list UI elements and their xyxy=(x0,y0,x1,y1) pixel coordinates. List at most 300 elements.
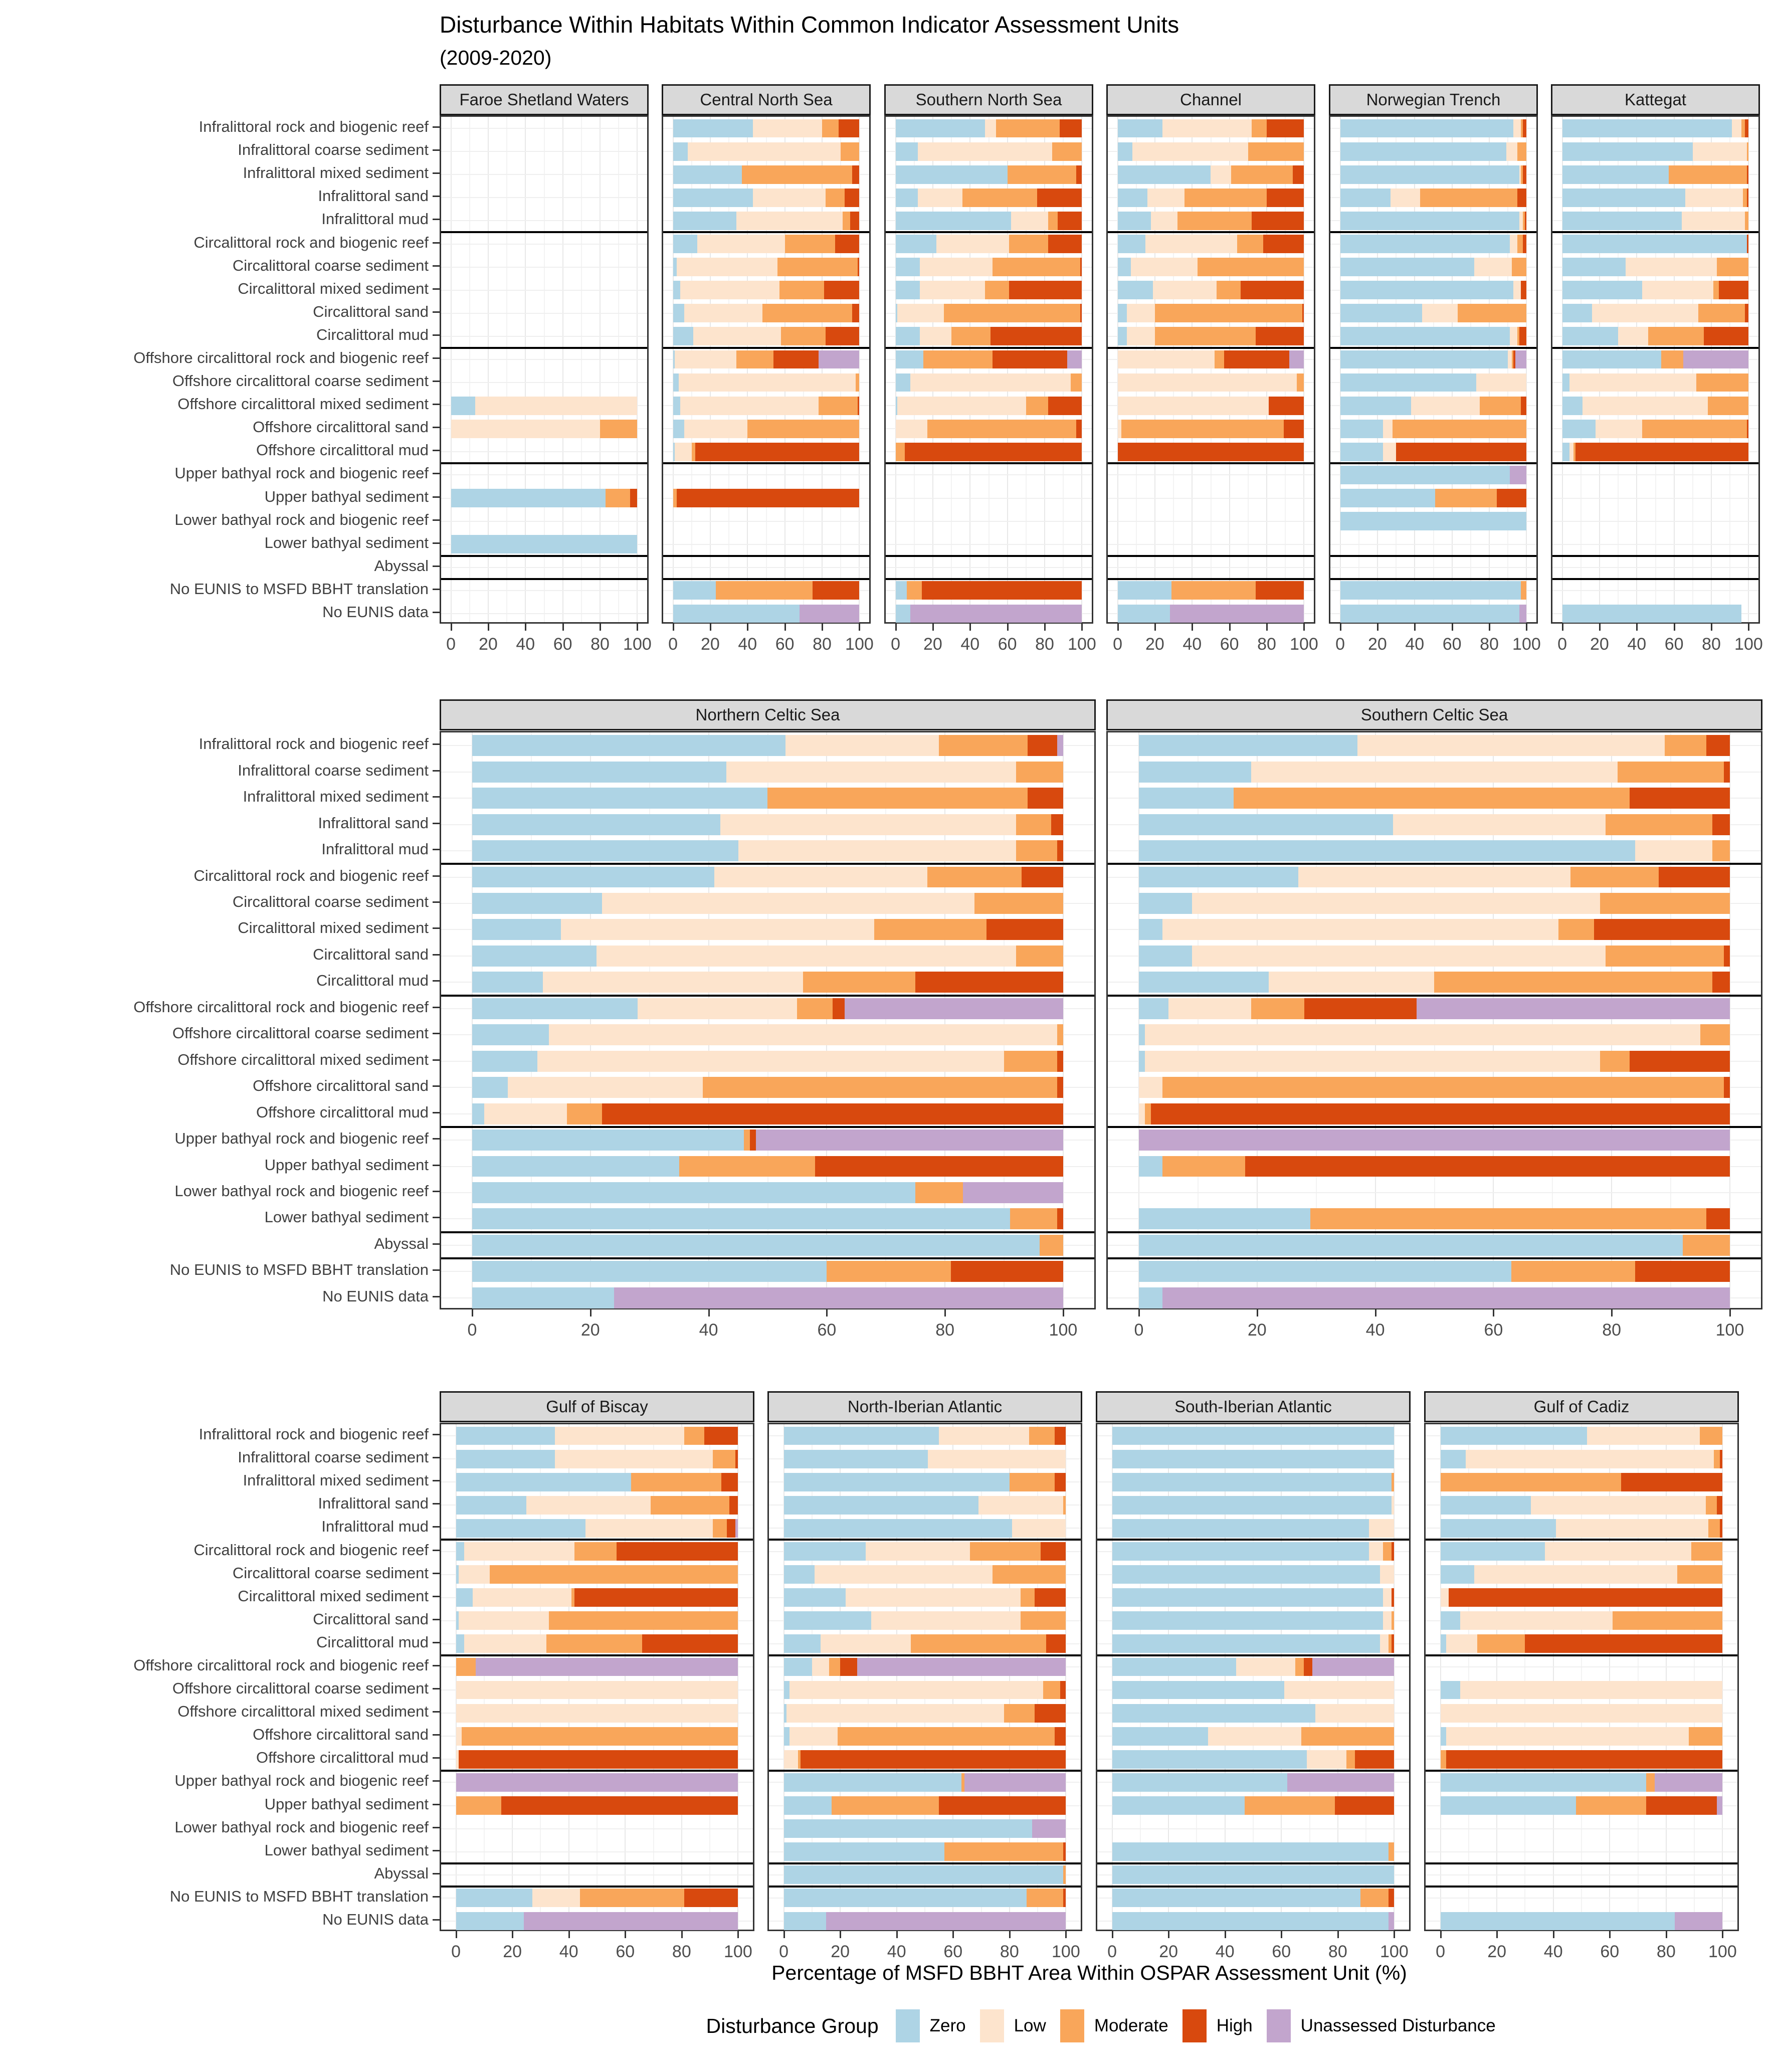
bar-segment xyxy=(1192,893,1600,914)
bar-segment xyxy=(585,1519,712,1538)
x-tick-label: 100 xyxy=(1052,1942,1080,1961)
bar-segment xyxy=(1145,1024,1700,1045)
gridline-h xyxy=(1552,590,1758,591)
bar-segment xyxy=(962,189,1037,207)
bar-segment xyxy=(1269,397,1304,415)
bar-segment xyxy=(784,1681,790,1700)
bar-segment xyxy=(1393,420,1527,438)
bar-segment xyxy=(832,1796,939,1815)
bar-segment xyxy=(1139,919,1162,940)
bar-segment xyxy=(835,235,859,253)
bar-segment xyxy=(1139,1129,1730,1151)
x-tick-label: 40 xyxy=(960,635,980,654)
y-tick-mark xyxy=(433,1550,440,1551)
y-tick-mark xyxy=(433,1434,440,1435)
bar-segment xyxy=(697,235,785,253)
y-tick-mark xyxy=(433,796,440,798)
x-tick-label: 100 xyxy=(1380,1942,1409,1961)
bar-row xyxy=(472,735,1063,756)
bar-segment xyxy=(1080,258,1082,276)
x-tick-label: 60 xyxy=(1220,635,1239,654)
bar-segment xyxy=(546,1634,642,1653)
bar-row xyxy=(784,1565,1066,1584)
bar-row xyxy=(1340,142,1527,161)
bar-row xyxy=(1112,1427,1395,1445)
gridline-h xyxy=(1552,474,1758,475)
bar-row xyxy=(784,1912,1066,1931)
facet-panel xyxy=(662,115,871,624)
y-axis-label: Upper bathyal rock and biogenic reef xyxy=(174,1129,429,1148)
bar-segment xyxy=(1510,327,1517,345)
bar-segment xyxy=(1340,189,1391,207)
bar-segment xyxy=(549,1024,1057,1045)
y-axis-label: Circalittoral mixed sediment xyxy=(238,919,429,937)
bar-row xyxy=(456,1519,738,1538)
gridline-h xyxy=(663,521,869,522)
bar-segment xyxy=(472,1051,537,1072)
legend-swatch xyxy=(980,2009,1004,2042)
x-tick-label: 20 xyxy=(503,1942,522,1961)
bar-segment xyxy=(1460,1681,1722,1700)
bar-segment xyxy=(827,1261,951,1282)
y-tick-mark xyxy=(433,1217,440,1218)
x-tick-label: 0 xyxy=(467,1321,477,1340)
bar-segment xyxy=(750,1129,756,1151)
x-tick-mark xyxy=(512,1931,513,1938)
y-tick-mark xyxy=(433,381,440,382)
y-axis-label: Offshore circalittoral sand xyxy=(253,418,429,436)
bar-segment xyxy=(1022,867,1063,888)
facet-header xyxy=(440,699,1096,730)
bar-segment xyxy=(784,1496,978,1515)
bar-segment xyxy=(1441,1727,1446,1746)
bar-segment xyxy=(462,1727,738,1746)
bar-segment xyxy=(1048,397,1082,415)
y-axis-label: Infralittoral rock and biogenic reef xyxy=(199,118,429,136)
bar-segment xyxy=(475,397,638,415)
bar-segment xyxy=(703,1077,1057,1098)
bar-segment xyxy=(1269,972,1434,993)
bar-segment xyxy=(1575,443,1749,461)
bar-segment xyxy=(472,946,597,967)
gridline-h xyxy=(1097,1828,1409,1829)
bar-segment xyxy=(1458,304,1527,322)
bar-segment xyxy=(630,489,638,507)
facet-header xyxy=(884,84,1093,115)
bar-segment xyxy=(1112,1658,1237,1676)
bar-segment xyxy=(716,581,813,600)
x-tick-mark xyxy=(826,1309,828,1316)
bar-segment xyxy=(1700,1024,1730,1045)
bar-row xyxy=(1139,1156,1730,1177)
bar-segment xyxy=(845,189,860,207)
facet-header xyxy=(1424,1391,1739,1422)
legend-label: Zero xyxy=(929,2016,966,2035)
bar-segment xyxy=(1646,1796,1717,1815)
bar-segment xyxy=(1380,1634,1389,1653)
gridline-h xyxy=(1552,567,1758,568)
x-tick-mark xyxy=(681,1931,683,1938)
bar-row xyxy=(1139,1235,1730,1256)
bar-segment xyxy=(1076,420,1082,438)
bar-segment xyxy=(838,1727,1055,1746)
bar-segment xyxy=(996,119,1059,138)
x-tick-mark xyxy=(451,624,452,631)
bar-segment xyxy=(1118,258,1131,276)
bar-row xyxy=(1139,1051,1730,1072)
bar-segment xyxy=(673,142,688,161)
bar-segment xyxy=(1340,119,1514,138)
bar-segment xyxy=(1521,581,1526,600)
x-tick-mark xyxy=(1526,624,1527,631)
bar-row xyxy=(1139,1208,1730,1229)
bar-segment xyxy=(472,919,561,940)
bar-row xyxy=(472,814,1063,835)
x-tick-label: 40 xyxy=(887,1942,906,1961)
bar-row xyxy=(784,1704,1066,1723)
legend-item xyxy=(896,2009,966,2042)
bar-segment xyxy=(673,397,681,415)
bar-segment xyxy=(779,281,824,299)
bar-segment xyxy=(896,373,911,392)
bar-segment xyxy=(1747,165,1749,184)
y-axis-label: No EUNIS data xyxy=(322,1910,429,1928)
bar-segment xyxy=(1028,735,1057,756)
gridline-h xyxy=(1108,544,1314,545)
bar-segment xyxy=(1118,281,1153,299)
gridline-h xyxy=(441,1874,753,1875)
x-tick-label: 20 xyxy=(923,635,942,654)
group-separator xyxy=(1097,1654,1409,1656)
bar-segment xyxy=(1112,1473,1392,1491)
gridline-h xyxy=(1108,567,1314,568)
bar-segment xyxy=(896,327,920,345)
bar-segment xyxy=(1525,1634,1722,1653)
group-separator xyxy=(1097,1770,1409,1772)
bar-row xyxy=(1139,762,1730,783)
bar-segment xyxy=(673,281,681,299)
y-tick-mark xyxy=(433,1711,440,1713)
gridline-h xyxy=(1552,521,1758,522)
bar-row xyxy=(472,1129,1063,1151)
bar-segment xyxy=(738,840,1016,861)
y-axis-label: Infralittoral coarse sediment xyxy=(238,1448,429,1466)
bar-segment xyxy=(1168,998,1251,1019)
y-tick-mark xyxy=(433,1873,440,1874)
bar-segment xyxy=(1071,373,1082,392)
bar-row xyxy=(784,1496,1066,1515)
bar-segment xyxy=(1198,258,1304,276)
y-tick-mark xyxy=(433,288,440,290)
y-axis-label: Infralittoral rock and biogenic reef xyxy=(199,1425,429,1443)
x-tick-mark xyxy=(456,1931,457,1938)
x-tick-label: 40 xyxy=(699,1321,718,1340)
bar-segment xyxy=(1562,142,1693,161)
y-tick-mark xyxy=(433,1526,440,1528)
group-separator xyxy=(441,1126,1094,1128)
group-separator xyxy=(1097,1539,1409,1541)
y-tick-mark xyxy=(433,1780,440,1782)
bar-row xyxy=(673,443,860,461)
bar-segment xyxy=(781,327,826,345)
y-axis-label: Offshore circalittoral rock and biogenic reef xyxy=(133,1656,429,1674)
bar-segment xyxy=(896,119,985,138)
y-axis-label: Infralittoral coarse sediment xyxy=(238,761,429,779)
bar-segment xyxy=(1340,304,1423,322)
gridline-h xyxy=(441,474,647,475)
bar-segment xyxy=(920,281,985,299)
bar-segment xyxy=(1683,1235,1730,1256)
group-separator xyxy=(1426,1862,1737,1864)
y-tick-mark xyxy=(433,311,440,313)
bar-row xyxy=(673,189,860,207)
bar-row xyxy=(1340,420,1527,438)
legend-swatch xyxy=(1267,2009,1291,2042)
bar-segment xyxy=(784,1865,1063,1884)
bar-segment xyxy=(815,1156,1063,1177)
bar-segment xyxy=(920,327,951,345)
facet-header-label: Channel xyxy=(1180,90,1242,109)
bar-segment xyxy=(915,1182,962,1203)
bar-row xyxy=(673,397,860,415)
bar-row xyxy=(472,1235,1063,1256)
bar-row xyxy=(1112,1796,1395,1815)
gridline-h xyxy=(441,220,647,221)
x-tick-mark xyxy=(1063,1309,1064,1316)
bar-segment xyxy=(1267,189,1304,207)
x-tick-label: 100 xyxy=(1734,635,1763,654)
bar-segment xyxy=(784,1912,826,1931)
bar-row xyxy=(1139,1287,1730,1308)
gridline-h xyxy=(441,567,647,568)
bar-segment xyxy=(777,258,858,276)
gridline-h xyxy=(441,197,647,198)
x-tick-mark xyxy=(1562,624,1563,631)
x-tick-label: 20 xyxy=(1145,635,1164,654)
bar-row xyxy=(1112,1611,1395,1630)
bar-segment xyxy=(1745,119,1748,138)
bar-segment xyxy=(451,420,600,438)
x-tick-mark xyxy=(625,1931,626,1938)
bar-segment xyxy=(456,1727,462,1746)
group-separator xyxy=(1108,1257,1761,1259)
bar-row xyxy=(896,258,1082,276)
bar-row xyxy=(1340,397,1527,415)
group-separator xyxy=(1108,462,1314,464)
bar-segment xyxy=(744,1129,750,1151)
bar-segment xyxy=(1626,258,1717,276)
bar-segment xyxy=(1112,1865,1395,1884)
bar-segment xyxy=(1583,397,1707,415)
bar-segment xyxy=(456,1519,586,1538)
bar-row xyxy=(456,1427,738,1445)
x-tick-mark xyxy=(783,1931,785,1938)
y-axis-label: Lower bathyal sediment xyxy=(264,1208,429,1226)
bar-segment xyxy=(857,1658,1066,1676)
bar-segment xyxy=(1060,119,1082,138)
bar-segment xyxy=(1139,1208,1310,1229)
group-separator xyxy=(441,347,647,349)
legend-label: Moderate xyxy=(1094,2016,1168,2035)
bar-segment xyxy=(1717,1796,1722,1815)
bar-segment xyxy=(451,397,475,415)
y-tick-mark xyxy=(433,1480,440,1481)
bar-segment xyxy=(1706,1496,1717,1515)
x-tick-mark xyxy=(1452,624,1453,631)
bar-segment xyxy=(1063,1842,1066,1861)
bar-row xyxy=(1441,1727,1723,1746)
bar-row xyxy=(896,443,1082,461)
bar-segment xyxy=(1112,1496,1392,1515)
bar-segment xyxy=(555,1427,685,1445)
group-separator xyxy=(1108,1126,1761,1128)
bar-row xyxy=(896,420,1082,438)
bar-segment xyxy=(784,1634,821,1653)
bar-segment xyxy=(1569,443,1573,461)
bar-segment xyxy=(826,1912,1066,1931)
bar-segment xyxy=(1474,1565,1677,1584)
x-tick-label: 100 xyxy=(1290,635,1318,654)
bar-segment xyxy=(939,735,1028,756)
group-separator xyxy=(1426,1886,1737,1888)
bar-segment xyxy=(472,788,767,809)
x-tick-mark xyxy=(1065,1931,1067,1938)
y-tick-mark xyxy=(433,242,440,244)
y-tick-mark xyxy=(433,927,440,929)
bar-segment xyxy=(472,840,738,861)
bar-segment xyxy=(1713,281,1719,299)
bar-row xyxy=(673,212,860,230)
bar-segment xyxy=(790,1727,838,1746)
bar-row xyxy=(1562,420,1749,438)
bar-segment xyxy=(1245,1156,1730,1177)
gridline-h xyxy=(663,544,869,545)
facet-header xyxy=(1106,699,1762,730)
bar-segment xyxy=(1732,119,1741,138)
x-tick-mark xyxy=(1192,624,1193,631)
bar-segment xyxy=(555,1450,713,1468)
bar-segment xyxy=(1392,1542,1395,1561)
bar-segment xyxy=(1513,281,1521,299)
bar-row xyxy=(896,304,1082,322)
bar-segment xyxy=(1712,972,1730,993)
bar-segment xyxy=(1441,1611,1460,1630)
legend-item xyxy=(980,2009,1046,2042)
bar-segment xyxy=(1139,762,1251,783)
bar-row xyxy=(673,327,860,345)
bar-segment xyxy=(1389,1842,1394,1861)
bar-row xyxy=(1340,235,1527,253)
bar-segment xyxy=(910,605,1082,623)
bar-row xyxy=(896,119,1082,138)
bar-row xyxy=(1112,1658,1395,1676)
x-tick-mark xyxy=(737,1931,739,1938)
group-separator xyxy=(1426,1539,1737,1541)
y-axis-label: Offshore circalittoral rock and biogenic reef xyxy=(133,998,429,1016)
bar-row xyxy=(1562,119,1749,138)
legend-swatch xyxy=(1060,2009,1084,2042)
group-separator xyxy=(886,555,1092,557)
y-tick-mark xyxy=(433,743,440,745)
y-tick-mark xyxy=(433,1734,440,1736)
bar-segment xyxy=(896,189,918,207)
y-axis-label: Circalittoral coarse sediment xyxy=(232,1564,429,1582)
bar-segment xyxy=(951,327,991,345)
facet-header-label: South-Iberian Atlantic xyxy=(1174,1397,1332,1416)
bar-row xyxy=(673,420,860,438)
bar-row xyxy=(472,788,1063,809)
x-tick-label: 60 xyxy=(1484,1321,1503,1340)
bar-segment xyxy=(1576,1796,1647,1815)
x-tick-label: 80 xyxy=(1480,635,1499,654)
bar-segment xyxy=(843,212,850,230)
bar-segment xyxy=(1040,1235,1063,1256)
bar-segment xyxy=(1741,119,1745,138)
bar-segment xyxy=(1016,946,1063,967)
bar-row xyxy=(673,350,860,369)
x-tick-mark xyxy=(1609,1931,1611,1938)
x-tick-label: 0 xyxy=(446,635,456,654)
bar-row xyxy=(1112,1681,1395,1700)
bar-segment xyxy=(1420,189,1517,207)
bar-row xyxy=(1118,350,1304,369)
bar-segment xyxy=(456,1634,465,1653)
y-axis-label: No EUNIS data xyxy=(322,1287,429,1305)
bar-segment xyxy=(1441,1427,1588,1445)
bar-segment xyxy=(1621,1473,1723,1491)
bar-segment xyxy=(1051,814,1063,835)
bar-segment xyxy=(1162,119,1252,138)
bar-segment xyxy=(1562,605,1741,623)
x-tick-mark xyxy=(1711,624,1712,631)
bar-segment xyxy=(713,1519,727,1538)
bar-segment xyxy=(1360,1889,1389,1907)
y-tick-mark xyxy=(433,126,440,128)
bar-segment xyxy=(1063,1496,1066,1515)
y-axis-label: Lower bathyal rock and biogenic reef xyxy=(174,1818,429,1836)
bar-segment xyxy=(1060,1681,1066,1700)
gridline-h xyxy=(1108,498,1314,499)
y-tick-mark xyxy=(433,566,440,567)
group-separator xyxy=(663,555,869,557)
bar-segment xyxy=(840,1658,857,1676)
bar-segment xyxy=(936,235,1009,253)
y-axis-label: Offshore circalittoral coarse sediment xyxy=(172,1024,429,1042)
bar-segment xyxy=(1511,1261,1636,1282)
bar-row xyxy=(673,489,860,507)
y-axis-label: Circalittoral sand xyxy=(313,302,429,320)
bar-segment xyxy=(1340,235,1510,253)
bar-segment xyxy=(939,1796,1066,1815)
bar-segment xyxy=(1596,420,1642,438)
x-tick-mark xyxy=(1748,624,1749,631)
bar-row xyxy=(1112,1704,1395,1723)
y-tick-mark xyxy=(433,1850,440,1851)
y-axis-label: Offshore circalittoral mixed sediment xyxy=(177,395,429,413)
bar-row xyxy=(1441,1542,1723,1561)
bar-segment xyxy=(1284,420,1304,438)
gridline-h xyxy=(441,1828,753,1829)
bar-segment xyxy=(1562,212,1682,230)
bar-row xyxy=(1340,119,1527,138)
x-tick-label: 60 xyxy=(998,635,1017,654)
y-axis-label: Upper bathyal rock and biogenic reef xyxy=(174,464,429,482)
group-separator xyxy=(769,1862,1081,1864)
bar-segment xyxy=(1506,142,1517,161)
bar-segment xyxy=(1562,235,1747,253)
bar-segment xyxy=(456,1496,527,1515)
bar-segment xyxy=(673,212,736,230)
